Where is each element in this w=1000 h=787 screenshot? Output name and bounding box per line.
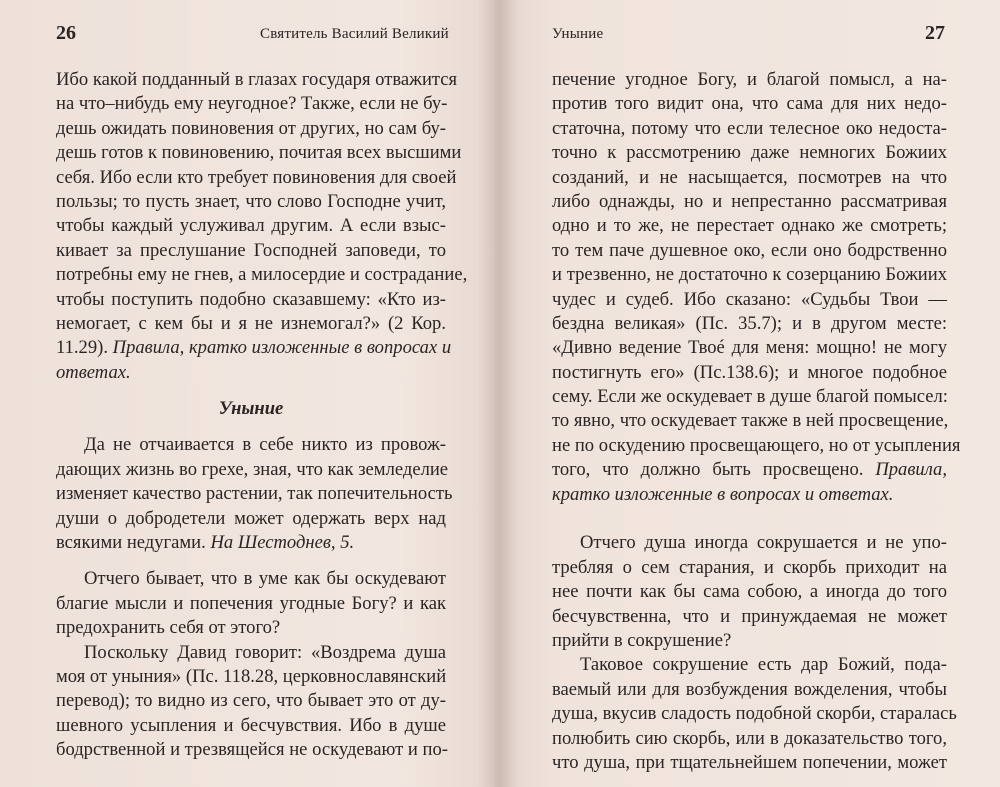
running-head-left: Святитель Василий Великий <box>260 26 449 42</box>
text-line: не по оскудению просвещающего, но от усыпления <box>552 434 961 456</box>
text-line: Ибо какой подданный в глазах государя отважится <box>56 69 458 90</box>
source-citation: ответах. <box>56 361 131 383</box>
page-number-left: 26 <box>56 22 76 44</box>
text-line-citation <box>56 361 446 385</box>
text-line-citation <box>552 483 947 507</box>
question-line: бесчувственна, что и принуждаемая не может <box>552 605 947 627</box>
source-citation: Правила, кратко изложенные в вопросах и <box>112 337 452 359</box>
text-line: и трезвенно, не достаточно к созерцанию Божиих <box>552 264 947 286</box>
section-heading: Уныние <box>218 398 284 420</box>
citation-plain: всякими недугами. <box>56 532 206 554</box>
citation-plain: того, что должно быть просвещено. <box>552 459 864 481</box>
text-line: то явно, что оскудевает также в ней просвещение, <box>552 410 949 432</box>
text-line: «Дивно ведение Твоé для меня: мощно! не могу <box>552 337 947 359</box>
answer-line: бодрственной и трезвящейся не оскудевают и по- <box>56 739 448 761</box>
text-line: на что–нибудь ему неугодное? Также, если не бу- <box>56 93 448 115</box>
source-citation: На Шестоднев, 5. <box>210 532 355 554</box>
text-line: потребны ему не гнев, а милосердие и сострадание, <box>56 264 468 286</box>
question-line: благие мысли и попечения угодные Богу? и как <box>56 592 446 614</box>
question-line: предохранить себя от этого? <box>56 617 281 639</box>
left-page <box>0 0 495 787</box>
page-number-right: 27 <box>925 22 945 44</box>
text-line: дешь готов к повиновению, почитая всех высшими <box>56 142 462 164</box>
text-line: себя. Ибо если кто требует повиновения для своей <box>56 166 457 188</box>
text-line: дешь ожидать повиновения от других, но сам бу- <box>56 117 446 139</box>
answer-line: ваемый или для возбуждения вожделения, чтобы <box>552 678 947 700</box>
text-line: созданий, и не насыщается, посмотрев на что <box>552 166 947 188</box>
question-line: требляя о сем старания, и скорбь приходит на <box>552 556 947 578</box>
question-line: прийти в сокрушение? <box>552 629 732 651</box>
text-line-citation <box>56 531 446 555</box>
text-line: дающих жизнь во грехе, зная, что как земледелие <box>56 458 449 480</box>
text-line: либо однажды, но и непрестанно рассматривая <box>552 190 947 212</box>
text-line: то тем паче душевное око, если оно бодрственно <box>552 239 947 261</box>
left-page-body <box>56 68 468 763</box>
running-head-right: Уныние <box>552 26 604 42</box>
answer-line: шевного усыпления и бесчувствия. Ибо в душе <box>56 714 446 736</box>
text-line: изменяет качество растении, так попечительность <box>56 483 453 505</box>
source-citation: кратко изложенные в вопросах и ответах. <box>552 483 894 505</box>
text-line: Да не отчаивается в себе никто из провож- <box>84 434 446 456</box>
text-line: чудес и судеб. Ибо сказано: «Судьбы Твои — <box>552 288 947 310</box>
text-line: печение угодное Богу, и благой помысл, а на- <box>552 69 947 90</box>
text-line: сему. Если же оскудевает в душе благой помысел: <box>552 386 948 408</box>
citation-plain: 11.29). <box>56 337 108 359</box>
right-page <box>495 0 1000 787</box>
answer-line: Таковое сокрушение есть дар Божий, пода- <box>580 654 947 676</box>
text-line: одно и то же, не перестает однако же смотреть; <box>552 215 947 237</box>
text-line: против того видит она, что сама для них недо- <box>552 93 947 115</box>
text-line: кивает за преслушание Господней заповеди, то <box>56 239 446 261</box>
answer-line: Поскольку Давид говорит: «Воздрема душа <box>84 641 446 663</box>
text-line-citation <box>56 336 452 360</box>
text-line: пользы; то пусть знает, что слово Господне учит, <box>56 190 446 212</box>
text-line: точно к рассмотрению даже немногих Божиих <box>552 142 947 164</box>
text-line-citation <box>552 458 947 482</box>
text-line: немогает, с кем бы и я не изнемогал?» (2 Кор. <box>56 312 446 334</box>
text-line: души о добродетели может одержать верх над <box>56 507 446 529</box>
question-line: Отчего бывает, что в уме как бы оскудевают <box>84 568 446 590</box>
answer-line: что душа, при тщательнейшем попечении, может <box>552 751 947 773</box>
text-line: чтобы каждый услуживал другим. А если взыс- <box>56 215 446 237</box>
text-line: чтобы поступить подобно сказавшему: «Кто из- <box>56 288 446 310</box>
answer-line: моя от уныния» (Пс. 118.28, церковнославянский <box>56 665 447 687</box>
question-line: Отчего душа иногда сокрушается и не упо- <box>580 532 947 554</box>
answer-line: душа, вкусив сладость подобной скорби, старалась <box>552 703 957 725</box>
text-line: постигнуть его» (Пс.138.6); и многое подобное <box>552 361 947 383</box>
source-citation: Правила, <box>875 459 947 481</box>
right-page-body <box>552 68 961 775</box>
answer-line: полюбить сию скорбь, или в доказательство того, <box>552 727 947 749</box>
question-line: нее почти как бы сама собою, а иногда до того <box>552 581 947 603</box>
text-line: статочна, потому что если телесное око недоста- <box>552 117 947 139</box>
text-line: бездна великая» (Пс. 35.7); и в другом месте: <box>552 312 947 334</box>
answer-line: перевод); то видно из сего, что бывает это от ду- <box>56 690 446 712</box>
